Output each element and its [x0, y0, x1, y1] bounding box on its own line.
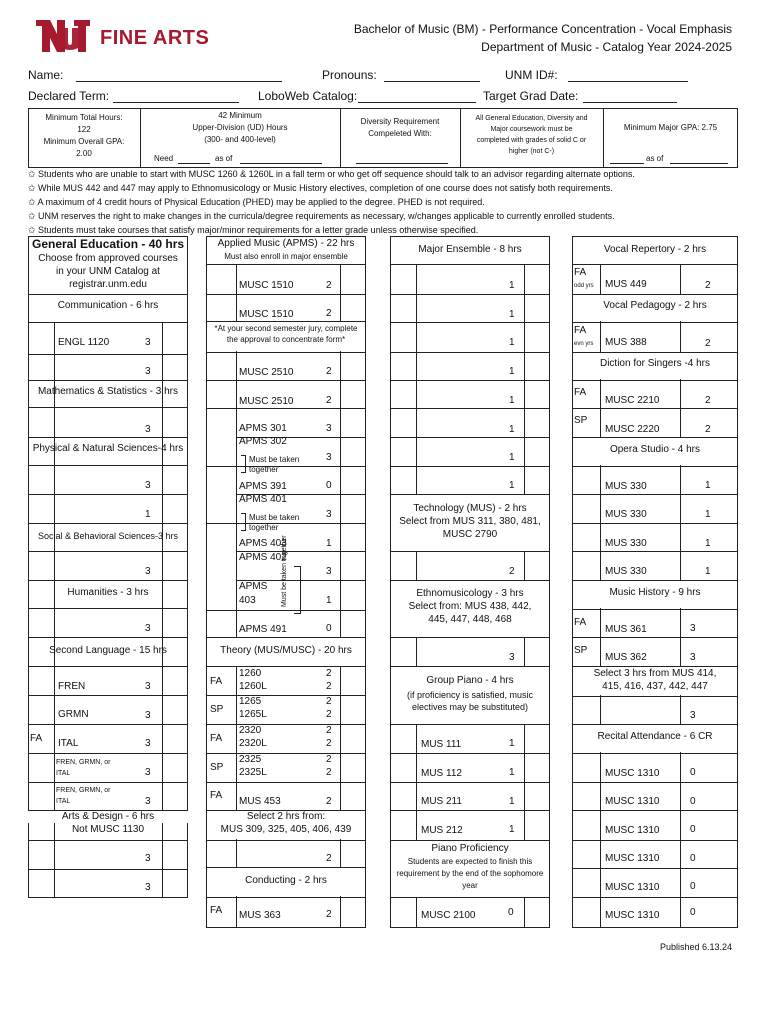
- musc-1265-hours: 2: [326, 696, 332, 707]
- phys-hours-1: 3: [145, 480, 151, 491]
- musc-2320l-hours: 2: [326, 738, 332, 749]
- apms-401-hours: 3: [326, 509, 332, 520]
- ensemble-8-hours: 1: [509, 480, 515, 491]
- ethno-title: Ethnomusicology - 3 hrs: [416, 588, 524, 599]
- tech-title: Technology (MUS) - 2 hrs: [413, 503, 527, 514]
- min-gpa-value: 2.00: [76, 149, 92, 158]
- apms-403b: APMS: [239, 581, 268, 592]
- mus-388: MUS 388: [605, 337, 647, 348]
- together-note-4: together: [249, 523, 279, 532]
- apms-302-hours: 3: [326, 452, 332, 463]
- logo-text: FINE ARTS: [100, 27, 210, 49]
- ensemble-1-hours: 1: [509, 280, 515, 291]
- ensemble-7-hours: 1: [509, 452, 515, 463]
- tech-sub-1: Select from MUS 311, 380, 481,: [399, 516, 541, 527]
- mus-453-hours: 2: [326, 796, 332, 807]
- history-elective-hours: 3: [690, 710, 696, 721]
- piano-sub-1: (if proficiency is satisfied, music: [406, 690, 534, 700]
- musc-2210-hours: 2: [705, 395, 711, 406]
- lang-4-opt: FREN, GRMN, or: [56, 759, 111, 766]
- musc-2320l: 2320L: [239, 738, 267, 749]
- mus-362-hours: 3: [690, 652, 696, 663]
- musc-2325-hours: 2: [326, 754, 332, 765]
- diversity-field[interactable]: [356, 163, 448, 164]
- ensemble-6-hours: 1: [509, 424, 515, 435]
- musc-2100-hours: 0: [508, 907, 514, 918]
- mus-330-c-hours: 1: [705, 538, 711, 549]
- mus-363: MUS 363: [239, 910, 281, 921]
- comm-2-hours: 3: [145, 366, 151, 377]
- theory-select-2: MUS 309, 325, 405, 406, 439: [220, 824, 352, 835]
- conducting-fa: FA: [210, 905, 223, 916]
- musc-1310-e-cr: 0: [690, 881, 696, 892]
- published-date: Published 6.13.24: [659, 942, 732, 952]
- musc-1310-d: MUSC 1310: [605, 853, 660, 864]
- proficiency-note-3: year: [462, 881, 478, 890]
- musc-1310-b-cr: 0: [690, 796, 696, 807]
- hum-hours: 3: [145, 623, 151, 634]
- loboweb-label: LoboWeb Catalog:: [258, 89, 358, 103]
- apms-391: APMS 391: [239, 481, 287, 492]
- phys-header: Physical & Natural Sciences-4 hrs: [32, 443, 184, 454]
- proficiency-note-1: Students are expected to finish this: [407, 857, 533, 866]
- grmn: GRMN: [58, 709, 89, 720]
- musc-1310-a-cr: 0: [690, 767, 696, 778]
- vocal-rep-title: Vocal Repertory - 2 hrs: [603, 244, 707, 255]
- conducting-title: Conducting - 2 hrs: [245, 875, 327, 886]
- note-3: ✩ A maximum of 4 credit hours of Physical Education (PHED) may be applied to the degree. PHED is not required.: [28, 197, 485, 207]
- grades-note-2: Major coursework must be: [490, 126, 573, 133]
- ensemble-title: Major Ensemble - 8 hrs: [418, 244, 522, 255]
- major-as-of-field[interactable]: [670, 163, 728, 164]
- piano-title: Group Piano - 4 hrs: [426, 675, 514, 686]
- apms-403: APMS 403: [239, 538, 287, 549]
- together-note-1: Must be taken: [249, 455, 300, 464]
- musc-2320-hours: 2: [326, 725, 332, 736]
- math-header: Mathematics & Statistics - 3 hrs: [37, 386, 179, 397]
- unmid-label: UNM ID#:: [505, 68, 558, 82]
- mus-111-hours: 1: [509, 738, 515, 749]
- musc-1260: 1260: [239, 668, 262, 679]
- history-sp: SP: [574, 645, 588, 656]
- apms-403-hours: 1: [326, 538, 332, 549]
- ensemble-5-hours: 1: [509, 395, 515, 406]
- diction-sp: SP: [574, 415, 588, 426]
- musc-1510-b: MUSC 1510: [239, 309, 294, 320]
- apm-title: Applied Music (APMS) - 22 hrs: [217, 238, 355, 249]
- fren-hours: 3: [145, 681, 151, 692]
- theory-select-1: Select 2 hrs from:: [246, 811, 326, 822]
- apms-391-hours: 0: [326, 480, 332, 491]
- catalog-year: Department of Music - Catalog Year 2024-2025: [481, 40, 732, 54]
- piano-proficiency-title: Piano Proficiency: [431, 843, 509, 854]
- musc-1260l: 1260L: [239, 681, 267, 692]
- pronouns-label: Pronouns:: [322, 68, 377, 82]
- ital-fa: FA: [30, 733, 43, 744]
- arts-2-hours: 3: [145, 882, 151, 893]
- mus-330-b: MUS 330: [605, 509, 647, 520]
- ethno-sub-2: 445, 447, 448, 468: [428, 614, 512, 625]
- history-select-1: Select 3 hrs from MUS 414,: [593, 668, 717, 679]
- apm-sub: Must also enroll in major ensemble: [224, 252, 348, 261]
- odd-years: odd yrs: [574, 283, 594, 289]
- lang-4-hours: 3: [145, 767, 151, 778]
- vocal-ped-title: Vocal Pedagogy - 2 hrs: [603, 300, 707, 311]
- apms-491-hours: 0: [326, 623, 332, 634]
- musc-1265l-hours: 2: [326, 709, 332, 720]
- note-4: ✩ UNM reserves the right to make changes in the curricula/degree requirements as necessary, w/changes applicable to currently enrolled students.: [28, 211, 615, 221]
- diversity-label-1: Diversity Requirement: [360, 117, 440, 126]
- as-of-field[interactable]: [240, 163, 322, 164]
- musc-1310-a: MUSC 1310: [605, 768, 660, 779]
- ensemble-2-hours: 1: [509, 309, 515, 320]
- musc-1310-b: MUSC 1310: [605, 796, 660, 807]
- grades-note-1: All General Education, Diversity and: [475, 115, 588, 122]
- musc-1310-f-cr: 0: [690, 907, 696, 918]
- mus-362: MUS 362: [605, 652, 647, 663]
- mus-111: MUS 111: [421, 739, 462, 750]
- apms-403b-num: 403: [239, 595, 256, 606]
- gen-ed-sub-1: Choose from approved courses: [38, 253, 178, 264]
- musc-2325l: 2325L: [239, 767, 267, 778]
- declared-term-field[interactable]: [113, 102, 239, 103]
- musc-1310-d-cr: 0: [690, 853, 696, 864]
- together-note-3: Must be taken: [249, 513, 300, 522]
- musc-1510-a: MUSC 1510: [239, 280, 294, 291]
- mus-449-hours: 2: [705, 280, 711, 291]
- lang-header: Second Language - 15 hrs: [49, 645, 167, 656]
- hum-header: Humanities - 3 hrs: [67, 587, 149, 598]
- gen-ed-title: General Education - 40 hrs: [32, 237, 185, 251]
- ital-hours: 3: [145, 738, 151, 749]
- min-total-label: Minimum Total Hours:: [45, 113, 123, 122]
- ud-label-3: (300- and 400-level): [204, 135, 276, 144]
- note-2: ✩ While MUS 442 and 447 may apply to Ethnomusicology or Music History electives, completion of one course does not satisfy both requirements.: [28, 183, 613, 193]
- fren: FREN: [58, 681, 86, 692]
- target-grad-field[interactable]: [583, 102, 677, 103]
- ud-label-1: 42 Minimum: [218, 111, 262, 120]
- need-label: Need: [154, 154, 174, 163]
- arts-header: Arts & Design - 6 hrs: [28, 811, 188, 823]
- min-gpa-label: Minimum Overall GPA:: [43, 137, 125, 146]
- diction-fa: FA: [574, 387, 587, 398]
- mus-211-hours: 1: [509, 796, 515, 807]
- math-hours: 3: [145, 424, 151, 435]
- together-vertical-note: Must be taken together: [281, 535, 288, 607]
- tech-hours: 2: [509, 566, 515, 577]
- declared-term-label: Declared Term:: [28, 89, 110, 103]
- name-field[interactable]: [76, 81, 282, 82]
- musc-1510-a-hours: 2: [326, 280, 332, 291]
- rep-fa: FA: [574, 267, 587, 278]
- musc-1265l: 1265L: [239, 709, 267, 720]
- soc-header: Social & Behavioral Sciences-3 hrs: [37, 531, 179, 541]
- theory-sp-2: SP: [210, 762, 224, 773]
- mus-330-c: MUS 330: [605, 538, 647, 549]
- together-note-2: together: [249, 465, 279, 474]
- mus-330-b-hours: 1: [705, 509, 711, 520]
- theory-fa-3: FA: [210, 790, 223, 801]
- gen-ed-sub-3: registrar.unm.edu: [69, 279, 147, 290]
- theory-elective-hours: 2: [326, 853, 332, 864]
- note-1: ✩ Students who are unable to start with MUSC 1260 & 1260L in a fall term or who get off sequence should talk to an advisor regarding alternate options.: [28, 169, 635, 179]
- mus-361-hours: 3: [690, 623, 696, 634]
- history-title: Music History - 9 hrs: [609, 587, 701, 598]
- theory-fa-1: FA: [210, 676, 223, 687]
- musc-2100: MUSC 2100: [421, 910, 476, 921]
- jury-note-1: *At your second semester jury, complete: [214, 324, 358, 333]
- apms-301-hours: 3: [326, 423, 332, 434]
- engl-1120: ENGL 1120: [58, 337, 110, 348]
- comm-header: Communication - 6 hrs: [57, 300, 159, 311]
- musc-1260-hours: 2: [326, 668, 332, 679]
- musc-1265: 1265: [239, 696, 262, 707]
- apms-491: APMS 491: [239, 624, 287, 635]
- mus-363-hours: 2: [326, 909, 332, 920]
- engl-hours: 3: [145, 337, 151, 348]
- recital-title: Recital Attendance - 6 CR: [597, 731, 713, 742]
- mus-330-d: MUS 330: [605, 566, 647, 577]
- mus-330-a-hours: 1: [705, 480, 711, 491]
- lang-4-opt-2: ITAL: [56, 770, 71, 777]
- even-years: evn yrs: [574, 341, 594, 347]
- mus-449: MUS 449: [605, 279, 647, 290]
- musc-2510-b: MUSC 2510: [239, 396, 294, 407]
- opera-title: Opera Studio - 4 hrs: [609, 444, 701, 455]
- grmn-hours: 3: [145, 710, 151, 721]
- arts-sub: Not MUSC 1130: [71, 824, 145, 835]
- arts-1-hours: 3: [145, 853, 151, 864]
- jury-note-2: the approval to concentrate form*: [226, 335, 346, 344]
- proficiency-note-2: requirement by the end of the sophomore: [396, 869, 544, 878]
- loboweb-field[interactable]: [358, 102, 476, 103]
- apms-403b-hours: 1: [326, 595, 332, 606]
- musc-2510-a-hours: 2: [326, 366, 332, 377]
- history-fa: FA: [574, 617, 587, 628]
- mus-330-d-hours: 1: [705, 566, 711, 577]
- mus-112: MUS 112: [421, 768, 462, 779]
- pronouns-field[interactable]: [384, 81, 480, 82]
- ped-fa: FA: [574, 325, 587, 336]
- unmid-field[interactable]: [568, 81, 688, 82]
- diction-title: Diction for Singers -4 hrs: [599, 358, 711, 369]
- major-as-of-label: as of: [646, 154, 664, 163]
- diversity-label-2: Compeleted With:: [368, 129, 432, 138]
- musc-1510-b-hours: 2: [326, 308, 332, 319]
- note-5: ✩ Students must take courses that satisfy major/minor requirements for a letter grade unless otherwise specified.: [28, 225, 479, 235]
- program-title: Bachelor of Music (BM) - Performance Concentration - Vocal Emphasis: [353, 22, 732, 36]
- musc-2220-hours: 2: [705, 424, 711, 435]
- mus-211: MUS 211: [421, 796, 462, 807]
- target-grad-label: Target Grad Date:: [483, 89, 579, 103]
- musc-2320: 2320: [239, 725, 262, 736]
- ensemble-3-hours: 1: [509, 337, 515, 348]
- lang-5-hours: 3: [145, 796, 151, 807]
- soc-hours: 3: [145, 566, 151, 577]
- musc-1310-c-cr: 0: [690, 824, 696, 835]
- apms-301: APMS 301: [239, 423, 287, 434]
- lang-5-opt: FREN, GRMN, or: [56, 787, 111, 794]
- theory-fa-2: FA: [210, 733, 223, 744]
- ital: ITAL: [58, 738, 79, 749]
- musc-1260l-hours: 2: [326, 681, 332, 692]
- as-of-label: as of: [215, 154, 233, 163]
- history-select-2: 415, 416, 437, 442, 447: [602, 681, 708, 692]
- lang-5-opt-2: ITAL: [56, 798, 71, 805]
- grades-note-4: higher (not C-): [508, 148, 555, 155]
- mus-212-hours: 1: [509, 824, 515, 835]
- mus-388-hours: 2: [705, 338, 711, 349]
- apms-402-hours: 3: [326, 566, 332, 577]
- ethno-hours: 3: [509, 652, 515, 663]
- ud-label-2: Upper-Division (UD) Hours: [192, 123, 288, 132]
- mus-112-hours: 1: [509, 767, 515, 778]
- major-gpa-field[interactable]: [610, 163, 644, 164]
- name-label: Name:: [28, 68, 64, 82]
- piano-sub-2: electives may be substituted): [411, 702, 529, 712]
- mus-212: MUS 212: [421, 825, 463, 836]
- musc-1310-f: MUSC 1310: [605, 910, 660, 921]
- musc-1310-c: MUSC 1310: [605, 825, 660, 836]
- need-field[interactable]: [178, 163, 210, 164]
- apms-402: APMS 402: [239, 552, 287, 563]
- phys-hours-2: 1: [145, 509, 151, 520]
- musc-2325l-hours: 2: [326, 767, 332, 778]
- apms-401: APMS 401: [239, 494, 287, 505]
- ensemble-4-hours: 1: [509, 366, 515, 377]
- musc-2220: MUSC 2220: [605, 424, 660, 435]
- musc-1310-e: MUSC 1310: [605, 882, 660, 893]
- grades-note-3: completed with grades of solid C or: [476, 137, 587, 144]
- mus-330-a: MUS 330: [605, 481, 647, 492]
- theory-sp-1: SP: [210, 704, 224, 715]
- musc-2210: MUSC 2210: [605, 395, 660, 406]
- musc-2510-b-hours: 2: [326, 395, 332, 406]
- theory-title: Theory (MUS/MUSC) - 20 hrs: [220, 645, 352, 656]
- apms-302: APMS 302: [239, 436, 287, 447]
- mus-361: MUS 361: [605, 624, 647, 635]
- musc-2510-a: MUSC 2510: [239, 367, 294, 378]
- musc-2325: 2325: [239, 754, 262, 765]
- gen-ed-sub-2: in your UNM Catalog at: [56, 266, 160, 277]
- tech-sub-2: MUSC 2790: [442, 529, 498, 540]
- unm-logo-icon: [34, 18, 92, 54]
- ethno-sub-1: Select from: MUS 438, 442,: [408, 601, 532, 612]
- min-total-value: 122: [77, 125, 91, 134]
- mus-453: MUS 453: [239, 796, 281, 807]
- major-gpa-label: Minimum Major GPA: 2.75: [623, 123, 718, 132]
